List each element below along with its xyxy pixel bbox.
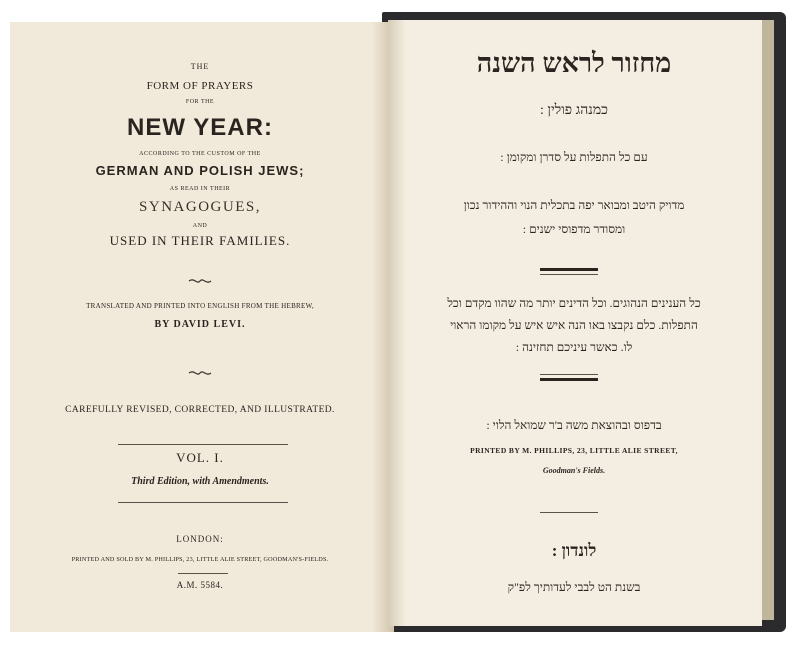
german-polish-jews: GERMAN AND POLISH JEWS; [95, 163, 305, 178]
short-rule [540, 512, 598, 513]
goodmans-fields: Goodman's Fields. [542, 466, 606, 475]
page-block-edge [760, 20, 774, 620]
title-form-of-prayers: FORM OF PRAYERS [146, 80, 254, 92]
double-rule-thin [540, 274, 598, 275]
hebrew-notes-line-2: התפלות. כלם נקבצו באו הנה איש איש על מקומו הראוי [450, 318, 698, 332]
double-rule-thick [540, 378, 598, 381]
ornament-flourish-icon [188, 277, 212, 285]
as-read-in-their: AS READ IN THEIR [169, 186, 231, 192]
hebrew-year: בשנת הט לבבי לעדותיך לפ"ק [507, 580, 641, 594]
by-author: BY DAVID LEVI. [154, 319, 246, 330]
hebrew-notes-line-3: לו. כאשר עיניכם תחזינה : [515, 340, 633, 354]
printed-and-sold: PRINTED AND SOLD BY M. PHILLIPS, 23, LITTLE ALIE STREET, GOODMAN'S-FIELDS. [71, 556, 329, 563]
london: LONDON: [176, 534, 224, 544]
translated-line: TRANSLATED AND PRINTED INTO ENGLISH FROM THE HEBREW, [86, 302, 314, 310]
short-rule [178, 573, 228, 574]
hebrew-notes-line-1: כל הענינים הנהוגים. וכל הדינים יותר מה שהוו מקדם וכל [447, 296, 701, 310]
and-word: AND [192, 223, 208, 229]
hebrew-london: לונדון : [551, 541, 597, 560]
hebrew-with-prayers: עם כל התפלות על סדרן ומקומן : [500, 150, 648, 164]
hebrew-precise-line-2: ומסודר מדפוסי ישנים : [522, 222, 626, 236]
hebrew-printing: בדפוס ובהוצאת משה ב'ר שמואל הלוי : [486, 418, 662, 432]
hebrew-precise-line-1: מדויק היטב ומבואר יפה בתכלית הנוי וההידור נכון [463, 198, 685, 212]
hebrew-title: מחזור לראש השנה [476, 48, 672, 78]
used-in-families: USED IN THEIR FAMILIES. [109, 233, 291, 248]
according-to-custom: ACCORDING TO THE CUSTOM OF THE [139, 151, 261, 157]
year-am: A.M. 5584. [176, 580, 224, 590]
synagogues: SYNAGOGUES, [139, 199, 261, 215]
revised-line: CAREFULLY REVISED, CORRECTED, AND ILLUSTRATED. [65, 405, 335, 415]
title-new-year: NEW YEAR: [127, 114, 273, 141]
divider-rule [118, 444, 288, 445]
volume: VOL. I. [176, 450, 224, 465]
double-rule-thick [540, 268, 598, 271]
title-the: THE [190, 62, 210, 71]
divider-rule [118, 502, 288, 503]
double-rule-thin [540, 374, 598, 375]
edition: Third Edition, with Amendments. [131, 476, 269, 487]
ornament-flourish-icon [188, 369, 212, 377]
title-for-the: FOR THE [185, 99, 215, 105]
hebrew-custom: כמנהג פולין : [540, 103, 608, 118]
printed-by: PRINTED BY M. PHILLIPS, 23, LITTLE ALIE STREET, [470, 446, 678, 455]
